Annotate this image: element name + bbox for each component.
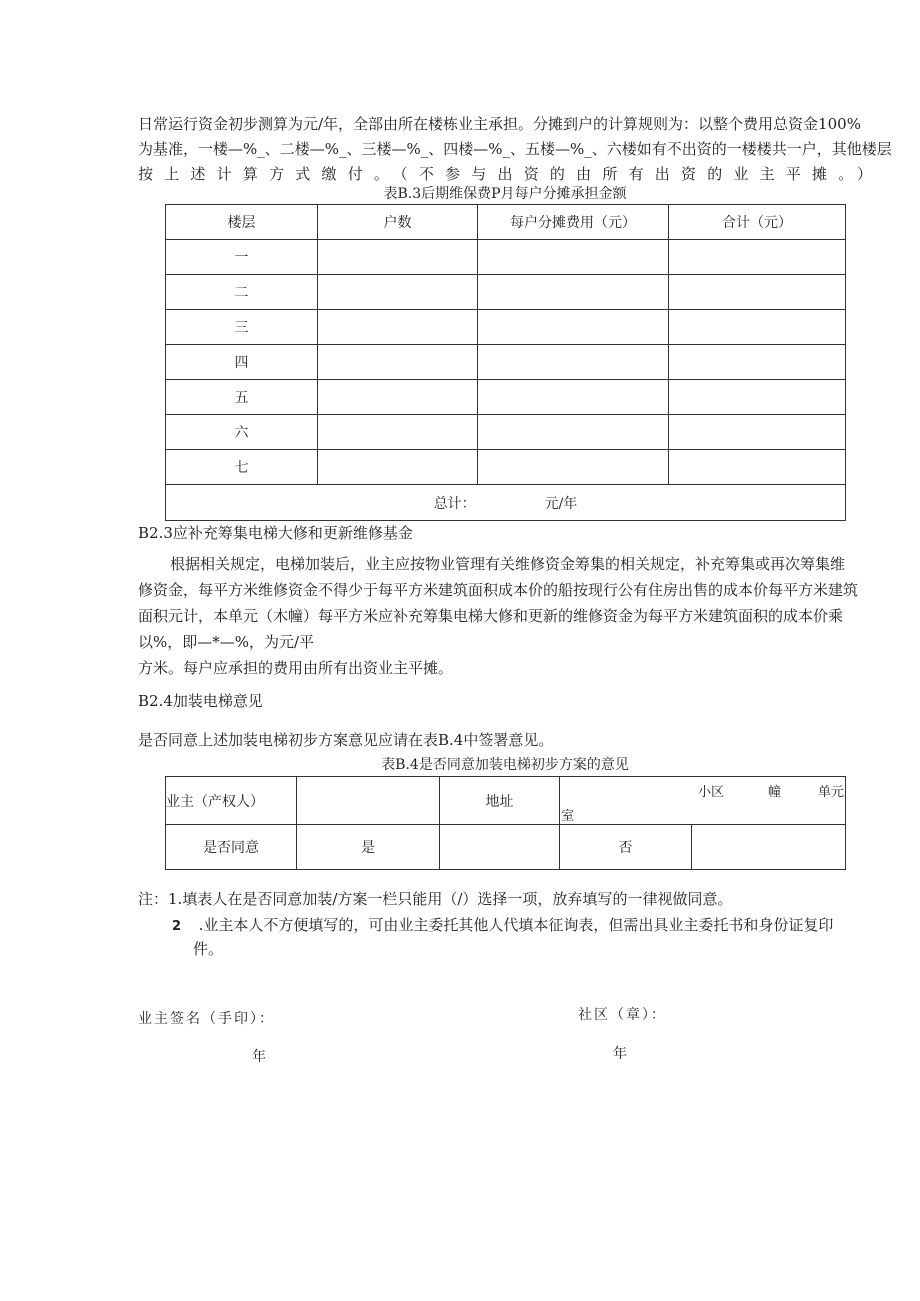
note-1 <box>138 888 732 910</box>
section-b24-heading: B2.4加装电梯意见 <box>138 692 263 710</box>
note-1-text: 1.填表人在是否同意加装/方案一栏只能用（/）选择一项，放弃填写的一律视做同意。 <box>168 890 733 908</box>
households-cell[interactable] <box>318 450 478 485</box>
households-cell[interactable] <box>318 275 478 310</box>
no-label: 否 <box>560 825 692 870</box>
table-b4 <box>165 776 846 870</box>
floor-label: 六 <box>166 415 318 450</box>
intro-paragraph <box>138 112 892 187</box>
table-row <box>166 310 846 345</box>
households-cell[interactable] <box>318 310 478 345</box>
section-b23-body <box>138 551 872 681</box>
table-b4-row-agree <box>166 825 846 870</box>
households-cell[interactable] <box>318 380 478 415</box>
total-cell[interactable] <box>669 275 846 310</box>
households-cell[interactable] <box>318 415 478 450</box>
section-b23-heading: B2.3应补充筹集电梯大修和更新维修基金 <box>138 524 413 542</box>
table-row <box>166 380 846 415</box>
address-cell[interactable] <box>560 777 846 825</box>
total-cell[interactable] <box>669 380 846 415</box>
note-2-line-1: .业主本人不方便填写的，可由业主委托其他人代填本征询表，但需出具业主委托书和身份证复印 <box>198 916 834 934</box>
floor-label: 三 <box>166 310 318 345</box>
table-b4-row-owner <box>166 777 846 825</box>
table-b3 <box>165 204 846 521</box>
b23-line-4: 以%，即—*—%，为元/平 <box>138 633 315 651</box>
owner-label: 业主（产权人） <box>166 777 297 825</box>
floor-label: 四 <box>166 345 318 380</box>
community-date-year: 年 <box>613 1046 627 1062</box>
address-label: 地址 <box>440 777 560 825</box>
households-cell[interactable] <box>318 345 478 380</box>
fee-cell[interactable] <box>478 275 669 310</box>
total-cell[interactable] <box>669 240 846 275</box>
section-b24-text: 是否同意上述加装电梯初步方案意见应请在表B.4中签署意见。 <box>138 731 554 749</box>
fee-cell[interactable] <box>478 450 669 485</box>
floor-label: 一 <box>166 240 318 275</box>
yes-choice-cell[interactable] <box>440 825 560 870</box>
floor-label: 七 <box>166 450 318 485</box>
total-unit: 元/年 <box>544 495 578 512</box>
b23-line-5: 方米。每户应承担的费用由所有出资业主平摊。 <box>138 659 454 677</box>
fee-cell[interactable] <box>478 415 669 450</box>
table-row <box>166 345 846 380</box>
header-households: 户数 <box>318 205 478 240</box>
owner-name-cell[interactable] <box>297 777 440 825</box>
note-2-num: 2 <box>172 919 182 934</box>
total-cell[interactable] <box>669 415 846 450</box>
table-b3-header-row <box>166 205 846 240</box>
owner-date-year: 年 <box>252 1049 266 1065</box>
intro-line-1: 日常运行资金初步测算为元/年，全部由所在楼栋业主承担。分摊到户的计算规则为：以整个费用总资金100% <box>138 115 861 133</box>
addr-building: 幢 <box>768 785 782 800</box>
agree-label: 是否同意 <box>166 825 297 870</box>
notes-prefix: 注： <box>138 890 169 908</box>
header-floor: 楼层 <box>166 205 318 240</box>
total-summary-cell <box>166 485 846 521</box>
b23-line-2: 修资金，每平方米维修资金不得少于每平方米建筑面积成本价的船按现行公有住房出售的成本价每平方米建筑 <box>138 581 859 599</box>
owner-signature-label: 业主签名（手印）： <box>138 1011 275 1027</box>
table-row <box>166 450 846 485</box>
addr-room: 室 <box>561 809 575 824</box>
table-b4-caption: 表B.4是否同意加装电梯初步方案的意见 <box>381 757 629 773</box>
addr-unit: 单元 <box>818 785 845 800</box>
fee-cell[interactable] <box>478 310 669 345</box>
floor-label: 五 <box>166 380 318 415</box>
intro-line-3: 按上述计算方式缴付。（不参与出资的由所有出资的业主平摊。） <box>138 165 872 183</box>
table-row <box>166 275 846 310</box>
fee-cell[interactable] <box>478 240 669 275</box>
table-row <box>166 240 846 275</box>
total-cell[interactable] <box>669 310 846 345</box>
no-choice-cell[interactable] <box>692 825 846 870</box>
addr-community: 小区 <box>698 785 725 800</box>
b23-line-3: 面积元计，本单元（木幢）每平方米应补充筹集电梯大修和更新的维修资金为每平方米建筑面积的成本价乘 <box>138 607 844 625</box>
header-total: 合计（元） <box>669 205 846 240</box>
intro-line-2: 为基准，一楼—%_、二楼—%_、三楼—%_、四楼—%_、五楼—%_、六楼如有不出资的一楼楼共一户，其他楼层 <box>138 140 892 158</box>
fee-cell[interactable] <box>478 380 669 415</box>
note-2-line-2: 件。 <box>193 940 224 958</box>
table-row <box>166 415 846 450</box>
note-2 <box>172 914 833 938</box>
community-seal-label: 社区（章）： <box>578 1007 667 1023</box>
table-b3-total-row <box>166 485 846 521</box>
yes-label: 是 <box>297 825 440 870</box>
b23-line-1: 根据相关规定，电梯加装后，业主应按物业管理有关维修资金筹集的相关规定，补充筹集或再次筹集维 <box>170 555 846 573</box>
fee-cell[interactable] <box>478 345 669 380</box>
floor-label: 二 <box>166 275 318 310</box>
header-per-household-fee: 每户分摊费用（元） <box>478 205 669 240</box>
table-b3-caption: 表B.3后期维保费P月每户分摊承担金额 <box>383 186 627 202</box>
total-label: 总计： <box>433 495 476 512</box>
total-cell[interactable] <box>669 345 846 380</box>
households-cell[interactable] <box>318 240 478 275</box>
total-cell[interactable] <box>669 450 846 485</box>
